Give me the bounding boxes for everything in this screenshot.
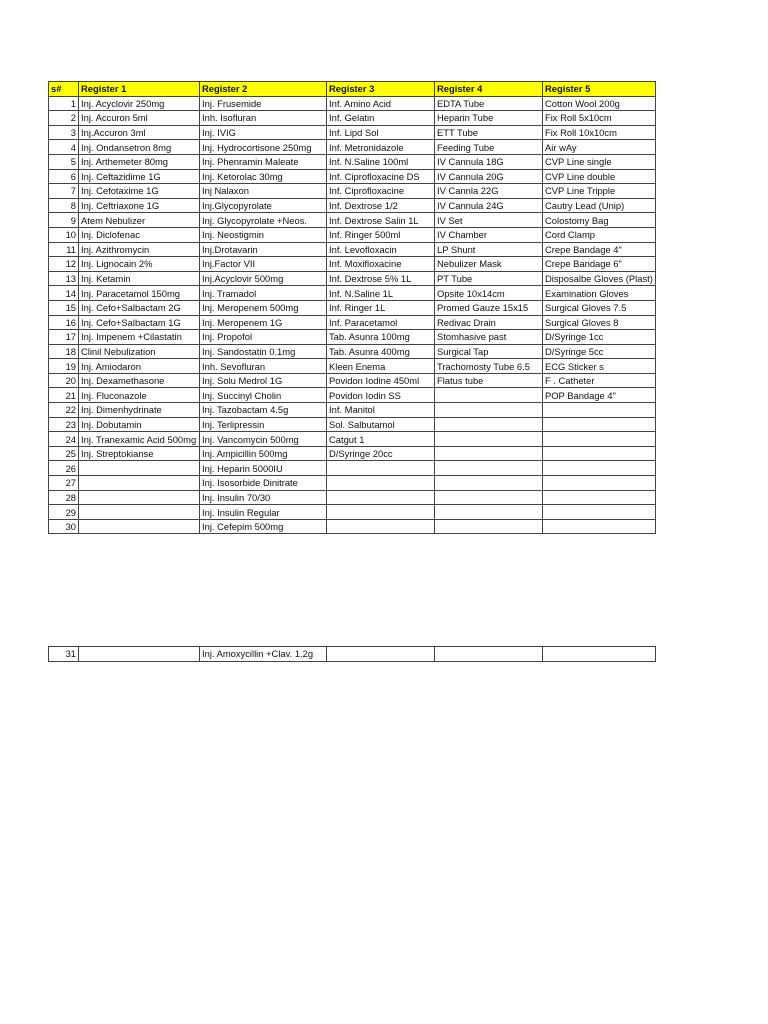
register-2-cell[interactable]: Inh. Isofluran: [200, 111, 327, 126]
serial-cell[interactable]: 28: [49, 490, 79, 505]
register-1-cell[interactable]: Inj. Acyclovir 250mg: [79, 96, 200, 111]
table-row: [49, 242, 656, 257]
serial-cell[interactable]: 1: [49, 96, 79, 111]
register-3-cell[interactable]: Inf. Levofloxacin: [327, 242, 435, 257]
register-4-cell[interactable]: [435, 476, 543, 491]
table-row: [49, 257, 656, 272]
register-3-cell[interactable]: Inf. Ringer 500ml: [327, 227, 435, 242]
register-4-cell[interactable]: Nebulizer Mask: [435, 257, 543, 272]
table-row: [49, 169, 656, 184]
register-2-cell[interactable]: Inj. IVIG: [200, 125, 327, 140]
register-1-cell[interactable]: Atem Nebulizer: [79, 213, 200, 228]
table-row: [49, 227, 656, 242]
serial-cell[interactable]: 21: [49, 388, 79, 403]
register-5-cell[interactable]: Disposalbe Gloves (Plast): [543, 271, 656, 286]
table-row: [49, 286, 656, 301]
register-4-cell[interactable]: LP Shunt: [435, 242, 543, 257]
register-5-cell[interactable]: Fix Roll 5x10cm: [543, 111, 656, 126]
register-3-cell[interactable]: Inf. Gelatin: [327, 111, 435, 126]
serial-cell[interactable]: 23: [49, 417, 79, 432]
register-4-cell[interactable]: IV Cannla 22G: [435, 184, 543, 199]
register-2-cell[interactable]: Inj. Phenramin Maleate: [200, 154, 327, 169]
register-2-cell[interactable]: Inj. Amoxycillin +Clav. 1.2g: [200, 647, 327, 662]
register-4-cell[interactable]: Feeding Tube: [435, 140, 543, 155]
table-row: [49, 446, 656, 461]
table-row: [49, 476, 656, 491]
register-2-cell[interactable]: Inj. Terlipressin: [200, 417, 327, 432]
register-5-cell[interactable]: Air wAy: [543, 140, 656, 155]
serial-cell[interactable]: 13: [49, 271, 79, 286]
table-row: [49, 388, 656, 403]
table-row: [49, 490, 656, 505]
register-5-cell[interactable]: [543, 490, 656, 505]
serial-cell[interactable]: 25: [49, 446, 79, 461]
register-5-cell[interactable]: [543, 403, 656, 418]
table-row: [49, 184, 656, 199]
serial-cell[interactable]: 10: [49, 227, 79, 242]
register-5-cell[interactable]: [543, 432, 656, 447]
register-4-cell[interactable]: Heparin Tube: [435, 111, 543, 126]
register-2-cell[interactable]: Inj. Vancomycin 500mg: [200, 432, 327, 447]
register-4-cell[interactable]: IV Cannula 20G: [435, 169, 543, 184]
register-2-cell[interactable]: Inj.Glycopyrolate: [200, 198, 327, 213]
register-1-cell[interactable]: Inj. Cefo+Salbactam 1G: [79, 315, 200, 330]
serial-cell[interactable]: 31: [49, 647, 79, 662]
register-1-cell[interactable]: Inj. Accuron 5ml: [79, 111, 200, 126]
register-2-cell[interactable]: Inj. Insulin Regular: [200, 505, 327, 520]
register-5-cell[interactable]: Surgical Gloves 8: [543, 315, 656, 330]
header-register-1[interactable]: Register 1: [79, 82, 200, 97]
table-row: [49, 315, 656, 330]
register-3-cell[interactable]: [327, 461, 435, 476]
register-5-cell[interactable]: [543, 476, 656, 491]
serial-cell[interactable]: 11: [49, 242, 79, 257]
register-4-cell[interactable]: IV Cannula 24G: [435, 198, 543, 213]
register-5-cell[interactable]: [543, 519, 656, 534]
register-4-cell[interactable]: Flatus tube: [435, 373, 543, 388]
register-3-cell[interactable]: Inf. Amino Acid: [327, 96, 435, 111]
register-5-cell[interactable]: Surgical Gloves 7.5: [543, 300, 656, 315]
register-2-cell[interactable]: Inj. Ketorolac 30mg: [200, 169, 327, 184]
register-2-cell[interactable]: Inj. Insulin 70/30: [200, 490, 327, 505]
register-4-cell[interactable]: [435, 417, 543, 432]
register-3-cell[interactable]: [327, 505, 435, 520]
register-3-cell[interactable]: Povidon Iodin SS: [327, 388, 435, 403]
register-4-cell[interactable]: [435, 403, 543, 418]
register-2-cell[interactable]: Inj. Ampicillin 500mg: [200, 446, 327, 461]
serial-cell[interactable]: 26: [49, 461, 79, 476]
register-3-cell[interactable]: [327, 519, 435, 534]
serial-cell[interactable]: 18: [49, 344, 79, 359]
table-row: [49, 140, 656, 155]
register-5-cell[interactable]: CVP Line Tripple: [543, 184, 656, 199]
register-4-cell[interactable]: ETT Tube: [435, 125, 543, 140]
register-table-continued: [48, 646, 656, 662]
table-row: [49, 198, 656, 213]
register-2-cell[interactable]: Inj. Glycopyrolate +Neos.: [200, 213, 327, 228]
register-2-cell[interactable]: Inj. Tramadol: [200, 286, 327, 301]
register-2-cell[interactable]: Inj. Propofol: [200, 330, 327, 345]
register-2-cell[interactable]: Inj. Cefepim 500mg: [200, 519, 327, 534]
register-5-cell[interactable]: Cautry Lead (Unip): [543, 198, 656, 213]
register-1-cell[interactable]: Inj. Dimenhydrinate: [79, 403, 200, 418]
register-3-cell[interactable]: Inf. N.Saline 1L: [327, 286, 435, 301]
register-1-cell[interactable]: Inj. Cefotaxime 1G: [79, 184, 200, 199]
register-5-cell[interactable]: D/Syringe 5cc: [543, 344, 656, 359]
register-4-cell[interactable]: EDTA Tube: [435, 96, 543, 111]
serial-cell[interactable]: 7: [49, 184, 79, 199]
register-5-cell[interactable]: Examination Gloves: [543, 286, 656, 301]
register-1-cell[interactable]: Inj. Ketamin: [79, 271, 200, 286]
table-row: [49, 647, 656, 662]
table-row: [49, 154, 656, 169]
register-2-cell[interactable]: Inj.Drotavarin: [200, 242, 327, 257]
register-4-cell[interactable]: Opsite 10x14cm: [435, 286, 543, 301]
register-3-cell[interactable]: Kleen Enema: [327, 359, 435, 374]
register-4-cell[interactable]: Surgical Tap: [435, 344, 543, 359]
table-row: [49, 403, 656, 418]
register-1-cell[interactable]: Inj. Azithromycin: [79, 242, 200, 257]
register-4-cell[interactable]: PT Tube: [435, 271, 543, 286]
serial-cell[interactable]: 16: [49, 315, 79, 330]
serial-cell[interactable]: 6: [49, 169, 79, 184]
register-1-cell[interactable]: Inj. Streptokianse: [79, 446, 200, 461]
register-4-cell[interactable]: Redivac Drain: [435, 315, 543, 330]
serial-cell[interactable]: 20: [49, 373, 79, 388]
table-row: [49, 125, 656, 140]
register-1-cell[interactable]: Inj. Dobutamin: [79, 417, 200, 432]
register-1-cell[interactable]: Inj. Ceftazidime 1G: [79, 169, 200, 184]
register-1-cell[interactable]: Inj. Dexamethasone: [79, 373, 200, 388]
register-1-cell[interactable]: Inj.Accuron 3ml: [79, 125, 200, 140]
register-5-cell[interactable]: CVP Line double: [543, 169, 656, 184]
register-5-cell[interactable]: [543, 647, 656, 662]
register-2-cell[interactable]: Inj Nalaxon: [200, 184, 327, 199]
register-2-cell[interactable]: Inj. Meropenem 500mg: [200, 300, 327, 315]
register-2-cell[interactable]: Inj. Solu Medrol 1G: [200, 373, 327, 388]
register-4-cell[interactable]: [435, 490, 543, 505]
register-4-cell[interactable]: Promed Gauze 15x15: [435, 300, 543, 315]
register-1-cell[interactable]: Inj. Arthemeter 80mg: [79, 154, 200, 169]
register-1-cell[interactable]: Clinil Nebulization: [79, 344, 200, 359]
register-4-cell[interactable]: [435, 432, 543, 447]
serial-cell[interactable]: 29: [49, 505, 79, 520]
serial-cell[interactable]: 2: [49, 111, 79, 126]
table-row: [49, 417, 656, 432]
serial-cell[interactable]: 12: [49, 257, 79, 272]
register-3-cell[interactable]: Inf. Ringer 1L: [327, 300, 435, 315]
register-5-cell[interactable]: Crepe Bandage 4": [543, 242, 656, 257]
header-register-3[interactable]: Register 3: [327, 82, 435, 97]
serial-cell[interactable]: 24: [49, 432, 79, 447]
register-4-cell[interactable]: IV Chamber: [435, 227, 543, 242]
register-2-cell[interactable]: Inj. Neostigmin: [200, 227, 327, 242]
register-4-cell[interactable]: [435, 461, 543, 476]
table-row: [49, 213, 656, 228]
serial-cell[interactable]: 3: [49, 125, 79, 140]
register-4-cell[interactable]: [435, 505, 543, 520]
register-2-cell[interactable]: Inj. Meropenem 1G: [200, 315, 327, 330]
serial-cell[interactable]: 15: [49, 300, 79, 315]
register-1-cell[interactable]: Inj. Diclofenac: [79, 227, 200, 242]
table-row: [49, 271, 656, 286]
register-2-cell[interactable]: Inj. Heparin 5000IU: [200, 461, 327, 476]
register-2-cell[interactable]: Inj. Frusemide: [200, 96, 327, 111]
register-1-cell[interactable]: [79, 519, 200, 534]
table-row: [49, 111, 656, 126]
serial-cell[interactable]: 8: [49, 198, 79, 213]
register-1-cell[interactable]: Inj. Ceftriaxone 1G: [79, 198, 200, 213]
register-2-cell[interactable]: Inj.Factor VII: [200, 257, 327, 272]
register-4-cell[interactable]: Trachomosty Tube 6.5: [435, 359, 543, 374]
register-5-cell[interactable]: Crepe Bandage 6": [543, 257, 656, 272]
table-row: [49, 432, 656, 447]
register-1-cell[interactable]: Inj. Amiodaron: [79, 359, 200, 374]
register-5-cell[interactable]: [543, 461, 656, 476]
register-3-cell[interactable]: [327, 490, 435, 505]
table-row: [49, 96, 656, 111]
register-1-cell[interactable]: Inj. Paracetamol 150mg: [79, 286, 200, 301]
table-row: [49, 359, 656, 374]
register-2-cell[interactable]: Inj. Hydrocortisone 250mg: [200, 140, 327, 155]
table-row: [49, 505, 656, 520]
register-4-cell[interactable]: IV Set: [435, 213, 543, 228]
register-2-cell[interactable]: Inh. Sevofluran: [200, 359, 327, 374]
table-row: [49, 344, 656, 359]
serial-cell[interactable]: 5: [49, 154, 79, 169]
register-3-cell[interactable]: Inf. Manitol: [327, 403, 435, 418]
register-3-cell[interactable]: Inf. Dextrose 1/2: [327, 198, 435, 213]
register-3-cell[interactable]: D/Syringe 20cc: [327, 446, 435, 461]
register-3-cell[interactable]: Povidon Iodine 450ml: [327, 373, 435, 388]
register-1-cell[interactable]: [79, 647, 200, 662]
table-row: [49, 461, 656, 476]
register-1-cell[interactable]: [79, 476, 200, 491]
header-register-2[interactable]: Register 2: [200, 82, 327, 97]
register-4-cell[interactable]: Stomhasive past: [435, 330, 543, 345]
register-1-cell[interactable]: Inj. Ondansetron 8mg: [79, 140, 200, 155]
table-row: [49, 373, 656, 388]
register-3-cell[interactable]: Inf. N.Saline 100ml: [327, 154, 435, 169]
serial-cell[interactable]: 30: [49, 519, 79, 534]
serial-cell[interactable]: 19: [49, 359, 79, 374]
header-serial[interactable]: s#: [49, 82, 79, 97]
register-5-cell[interactable]: Fix Roll 10x10cm: [543, 125, 656, 140]
register-2-cell[interactable]: Inj. Tazobactam 4.5g: [200, 403, 327, 418]
register-3-cell[interactable]: Inf. Dextrose Salin 1L: [327, 213, 435, 228]
register-5-cell[interactable]: [543, 505, 656, 520]
header-row: [49, 82, 656, 97]
register-5-cell[interactable]: Colostomy Bag: [543, 213, 656, 228]
register-3-cell[interactable]: Inf. Paracetamol: [327, 315, 435, 330]
register-5-cell[interactable]: [543, 417, 656, 432]
table-row: [49, 519, 656, 534]
register-1-cell[interactable]: Inj. Fluconazole: [79, 388, 200, 403]
register-3-cell[interactable]: Inf. Ciprofloxacine DS: [327, 169, 435, 184]
serial-cell[interactable]: 22: [49, 403, 79, 418]
register-3-cell[interactable]: Inf. Metronidazole: [327, 140, 435, 155]
serial-cell[interactable]: 17: [49, 330, 79, 345]
serial-cell[interactable]: 27: [49, 476, 79, 491]
register-3-cell[interactable]: Inf. Dextrose 5% 1L: [327, 271, 435, 286]
register-5-cell[interactable]: CVP Line single: [543, 154, 656, 169]
register-1-cell[interactable]: [79, 505, 200, 520]
register-3-cell[interactable]: Sol. Salbutamol: [327, 417, 435, 432]
register-3-cell[interactable]: Inf. Lipd Sol: [327, 125, 435, 140]
register-5-cell[interactable]: D/Syringe 1cc: [543, 330, 656, 345]
register-5-cell[interactable]: [543, 446, 656, 461]
register-4-cell[interactable]: [435, 519, 543, 534]
header-register-4[interactable]: Register 4: [435, 82, 543, 97]
register-1-cell[interactable]: Inj. Cefo+Salbactam 2G: [79, 300, 200, 315]
register-5-cell[interactable]: F . Catheter: [543, 373, 656, 388]
register-4-cell[interactable]: IV Cannula 18G: [435, 154, 543, 169]
register-1-cell[interactable]: Inj. Lignocain 2%: [79, 257, 200, 272]
register-3-cell[interactable]: [327, 476, 435, 491]
register-4-cell[interactable]: [435, 388, 543, 403]
register-2-cell[interactable]: Inj. Isosorbide Dinitrate: [200, 476, 327, 491]
register-3-cell[interactable]: Inf. Ciprofloxacine: [327, 184, 435, 199]
register-1-cell[interactable]: Inj. Tranexamic Acid 500mg: [79, 432, 200, 447]
register-2-cell[interactable]: Inj.Acyclovir 500mg: [200, 271, 327, 286]
register-5-cell[interactable]: Cotton Wool 200g: [543, 96, 656, 111]
register-1-cell[interactable]: [79, 490, 200, 505]
table-row: [49, 330, 656, 345]
serial-cell[interactable]: 4: [49, 140, 79, 155]
register-table: [48, 81, 656, 534]
register-1-cell[interactable]: [79, 461, 200, 476]
register-1-cell[interactable]: Inj. Impenem +Cilastatin: [79, 330, 200, 345]
register-2-cell[interactable]: Inj. Sandostatin 0.1mg: [200, 344, 327, 359]
header-register-5[interactable]: Register 5: [543, 82, 656, 97]
register-5-cell[interactable]: ECG Sticker s: [543, 359, 656, 374]
register-3-cell[interactable]: Tab. Asunra 400mg: [327, 344, 435, 359]
serial-cell[interactable]: 9: [49, 213, 79, 228]
register-3-cell[interactable]: Tab. Asunra 100mg: [327, 330, 435, 345]
register-5-cell[interactable]: POP Bandage 4": [543, 388, 656, 403]
register-3-cell[interactable]: [327, 647, 435, 662]
register-4-cell[interactable]: [435, 446, 543, 461]
register-3-cell[interactable]: Inf. Moxifloxacine: [327, 257, 435, 272]
register-3-cell[interactable]: Catgut 1: [327, 432, 435, 447]
register-4-cell[interactable]: [435, 647, 543, 662]
register-5-cell[interactable]: Cord Clamp: [543, 227, 656, 242]
serial-cell[interactable]: 14: [49, 286, 79, 301]
register-2-cell[interactable]: Inj. Succinyl Cholin: [200, 388, 327, 403]
table-row: [49, 300, 656, 315]
